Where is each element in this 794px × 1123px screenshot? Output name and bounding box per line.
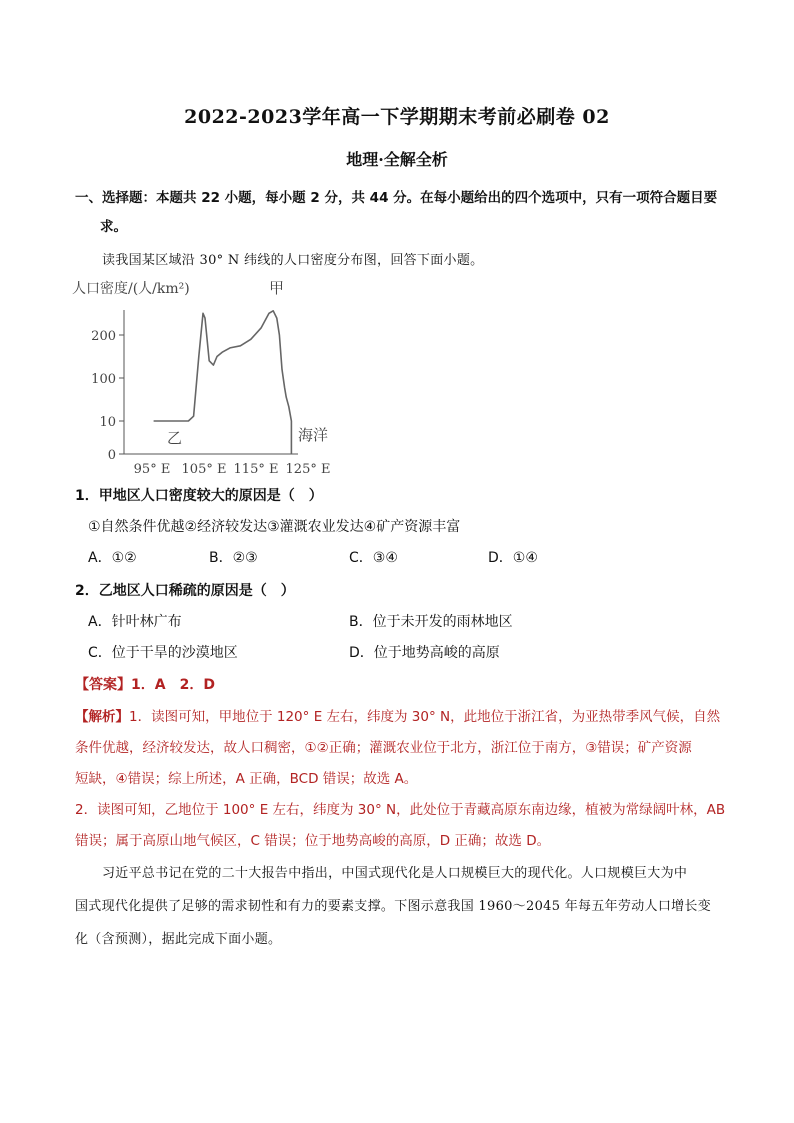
q2-option-b[interactable]: B．位于未开发的雨林地区: [349, 614, 513, 630]
section-instructions-line1: 一、选择题：本题共 22 小题，每小题 2 分，共 44 分。在每小题给出的四个选项中，只有一项符合题目要: [75, 190, 718, 206]
analysis-p1-text1: 1．读图可知，甲地位于 120° E 左右，纬度为 30° N，此地位于浙江省，为亚热带季风气候，自然: [129, 709, 721, 725]
x-tick-label-3: 125° E: [285, 462, 331, 477]
passage-2-line3: 化（含预测），据此完成下面小题。: [75, 932, 282, 947]
q1-option-b[interactable]: B．②③: [209, 550, 258, 566]
x-tick-label-1: 105° E: [181, 462, 227, 477]
label-yi: 乙: [167, 429, 183, 447]
y-tick-label-0: 0: [107, 448, 116, 463]
analysis-p1-line1: [75, 705, 720, 725]
q2-option-a[interactable]: A．针叶林广布: [88, 614, 182, 630]
population-density-chart: [70, 272, 360, 482]
analysis-label: 【解析】: [75, 709, 129, 725]
y-tick-label-3: 200: [91, 329, 116, 344]
chart-ylabel: 人口密度/(人/km²): [72, 281, 190, 297]
analysis-p1-line3: 短缺，④错误；综上所述，A 正确，BCD 错误；故选 A。: [75, 771, 418, 787]
question-1-items: ①自然条件优越②经济较发达③灌溉农业发达④矿产资源丰富: [88, 519, 461, 535]
answer-row: [75, 674, 215, 694]
question-2-stem: 2．乙地区人口稀疏的原因是（ ）: [75, 583, 295, 599]
page-subtitle: 地理·全解全析: [346, 150, 448, 169]
analysis-p2-line2: 错误；属于高原山地气候区，C 错误；位于地势高峻的高原，D 正确；故选 D。: [75, 833, 551, 849]
q1-option-a[interactable]: A．①②: [88, 550, 137, 566]
x-tick-label-2: 115° E: [233, 462, 279, 477]
q2-option-d[interactable]: D．位于地势高峻的高原: [349, 645, 500, 661]
answer-label: 【答案】: [75, 677, 131, 693]
q1-option-d[interactable]: D．①④: [488, 550, 538, 566]
q2-option-c[interactable]: C．位于干旱的沙漠地区: [88, 645, 238, 661]
passage-2-line1: 习近平总书记在党的二十大报告中指出，中国式现代化是人口规模巨大的现代化。人口规模巨大为中: [102, 866, 688, 881]
section-instructions-line2: 求。: [100, 219, 127, 235]
analysis-p1-line2: 条件优越，经济较发达，故人口稠密，①②正确；灌溉农业位于北方，浙江位于南方，③错误；矿产资源: [75, 740, 692, 756]
answer-text: 1．A 2．D: [131, 677, 215, 693]
q1-option-c[interactable]: C．③④: [349, 550, 398, 566]
page-title: 2022-2023学年高一下学期期末考前必刷卷 02: [184, 106, 610, 128]
label-jia: 甲: [269, 279, 285, 297]
label-ocean: 海洋: [298, 426, 329, 444]
y-tick-label-1: 10: [99, 415, 116, 430]
passage-2-line2: 国式现代化提供了足够的需求韧性和有力的要素支撑。下图示意我国 1960～2045 年每五年劳动人口增长变: [75, 899, 712, 914]
analysis-p2-line1: 2．读图可知，乙地位于 100° E 左右，纬度为 30° N，此处位于青藏高原东南边缘，植被为常绿阔叶林，AB: [75, 802, 726, 818]
y-tick-label-2: 100: [91, 372, 116, 387]
passage-1: 读我国某区域沿 30° N 纬线的人口密度分布图，回答下面小题。: [102, 253, 484, 268]
x-tick-label-0: 95° E: [133, 462, 171, 477]
question-1-stem: 1．甲地区人口密度较大的原因是（ ）: [75, 488, 323, 504]
